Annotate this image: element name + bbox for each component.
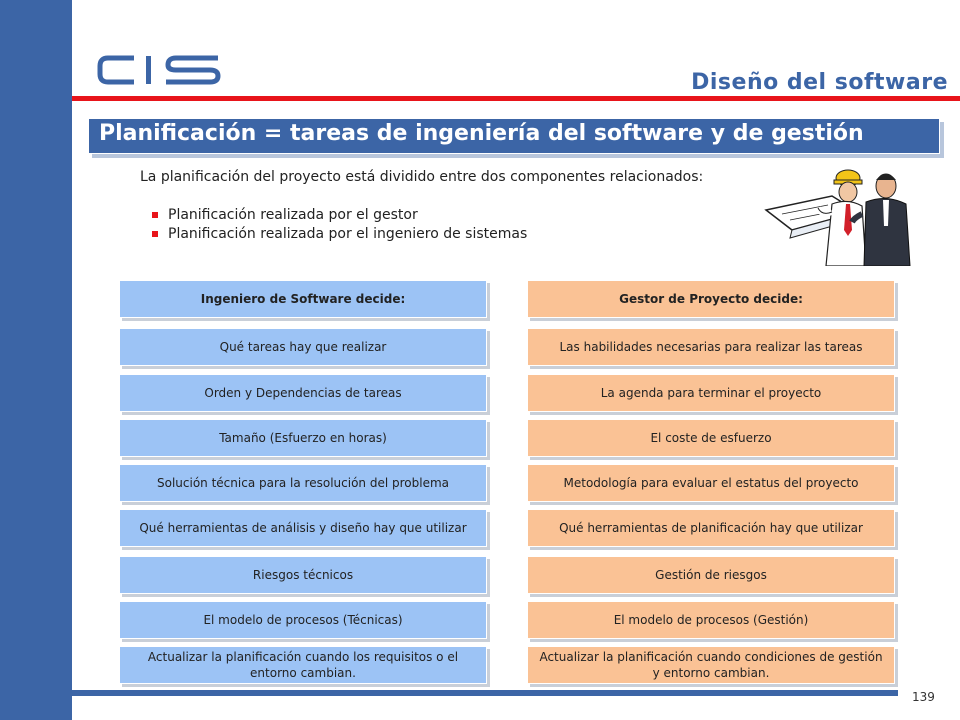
slide-title-banner — [88, 118, 940, 154]
bullet-item: Planificación realizada por el gestor — [152, 206, 527, 225]
engineer-column-header: Ingeniero de Software decide: — [119, 280, 487, 318]
engineer-item: Orden y Dependencias de tareas — [119, 374, 487, 412]
manager-item: La agenda para terminar el proyecto — [527, 374, 895, 412]
bullet-square-icon — [152, 231, 158, 237]
footer-divider — [72, 690, 898, 696]
manager-item: Metodología para evaluar el estatus del proyecto — [527, 464, 895, 502]
engineer-item: Actualizar la planificación cuando los requisitos o el entorno cambian. — [119, 646, 487, 684]
engineer-item: Tamaño (Esfuerzo en horas) — [119, 419, 487, 457]
manager-item: Las habilidades necesarias para realizar las tareas — [527, 328, 895, 366]
left-sidebar-bar — [0, 0, 72, 720]
manager-item: Qué herramientas de planificación hay que utilizar — [527, 509, 895, 547]
engineer-item: El modelo de procesos (Técnicas) — [119, 601, 487, 639]
manager-item: Gestión de riesgos — [527, 556, 895, 594]
manager-item: El coste de esfuerzo — [527, 419, 895, 457]
manager-column-header: Gestor de Proyecto decide: — [527, 280, 895, 318]
page-number: 139 — [912, 690, 935, 704]
intro-bullet-list — [152, 206, 527, 244]
engineer-item: Solución técnica para la resolución del problema — [119, 464, 487, 502]
manager-item: Actualizar la planificación cuando condiciones de gestión y entorno cambian. — [527, 646, 895, 684]
engineer-item: Riesgos técnicos — [119, 556, 487, 594]
cis-logo — [94, 52, 224, 88]
engineer-item: Qué tareas hay que realizar — [119, 328, 487, 366]
bullet-square-icon — [152, 212, 158, 218]
engineer-item: Qué herramientas de análisis y diseño hay que utilizar — [119, 509, 487, 547]
intro-text: La planificación del proyecto está dividido entre dos componentes relacionados: — [140, 169, 704, 185]
two-engineers-reading-plans-icon — [762, 160, 912, 266]
red-divider — [72, 96, 960, 101]
manager-item: El modelo de procesos (Gestión) — [527, 601, 895, 639]
bullet-item: Planificación realizada por el ingeniero de sistemas — [152, 225, 527, 244]
section-title: Diseño del software — [691, 70, 948, 95]
slide-title: Planificación = tareas de ingeniería del software y de gestión — [99, 121, 864, 146]
